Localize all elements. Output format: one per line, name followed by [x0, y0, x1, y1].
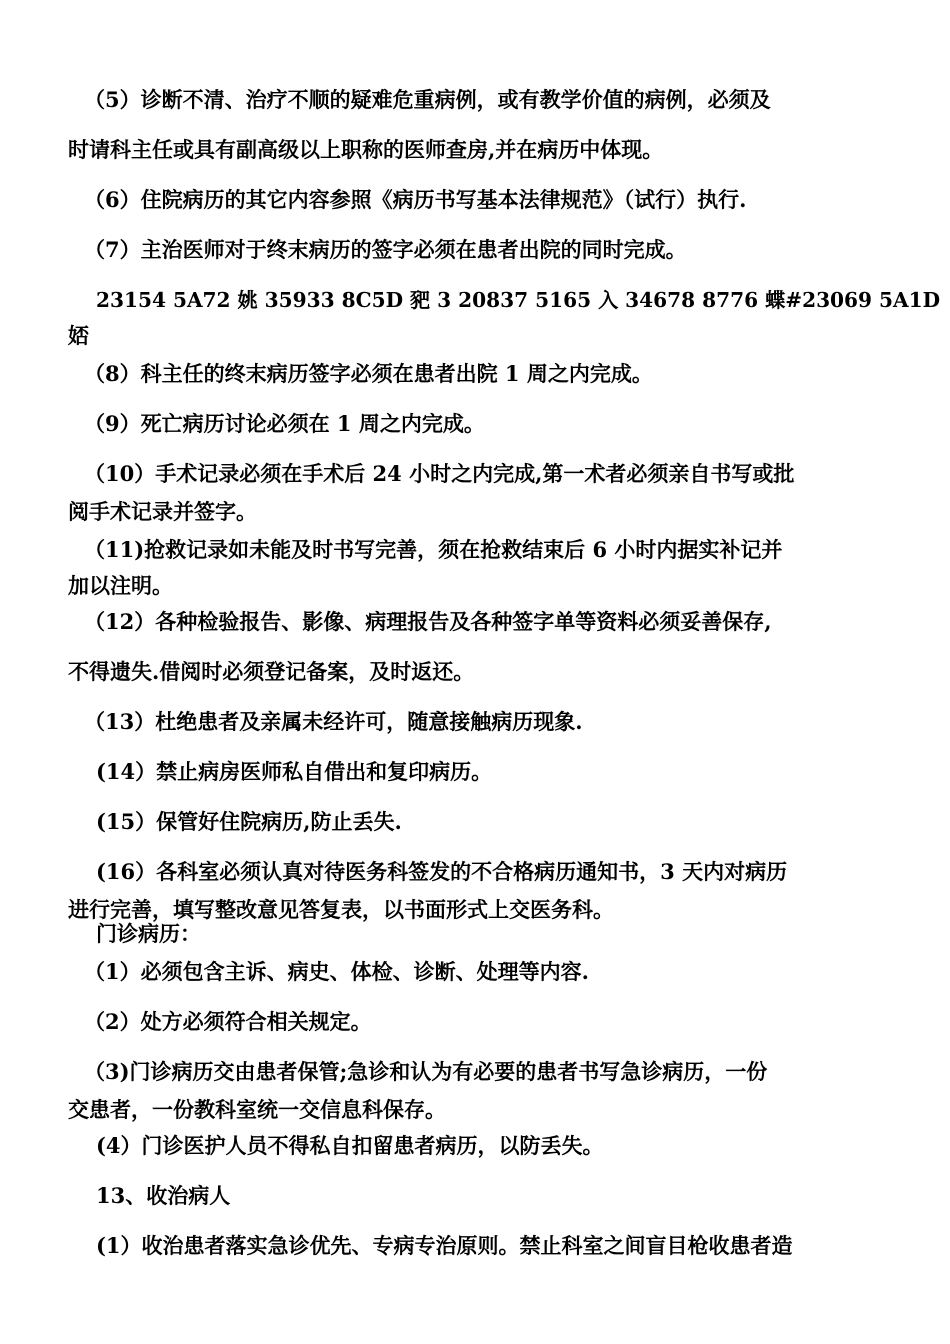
text-line: 加以注明。 — [68, 573, 173, 598]
text-line: （5）诊断不清、治疗不顺的疑难危重病例，或有教学价值的病例，必须及 — [84, 87, 771, 112]
text-line: （2）处方必须符合相关规定。 — [84, 1009, 372, 1034]
text-line: （8）科主任的终末病历签字必须在患者出院 1 周之内完成。 — [84, 361, 653, 386]
text-line: （9）死亡病历讨论必须在 1 周之内完成。 — [84, 411, 485, 436]
text-line: （13）杜绝患者及亲属未经许可，随意接触病历现象. — [84, 709, 583, 734]
section-heading: 13、收治病人 — [96, 1183, 231, 1208]
text-line: (15）保管好住院病历,防止丢失. — [96, 809, 402, 834]
text-line: 23154 5A72 姚 35933 8C5D 豝 3 20837 5165 入 34678 8776 蝶#23069 5A1D — [96, 288, 941, 312]
text-line: （11)抢救记录如未能及时书写完善，须在抢救结束后 6 小时内据实补记并 — [84, 537, 783, 562]
text-line: 时请科主任或具有副高级以上职称的医师查房,并在病历中体现。 — [68, 137, 664, 162]
text-line: （7）主治医师对于终末病历的签字必须在患者出院的同时完成。 — [84, 237, 687, 262]
text-line: (14）禁止病房医师私自借出和复印病历。 — [96, 759, 493, 784]
text-line: （10）手术记录必须在手术后 24 小时之内完成,第一术者必须亲自书写或批 — [84, 461, 795, 486]
text-line: 交患者，一份教科室统一交信息科保存。 — [68, 1097, 446, 1122]
text-line: 阅手术记录并签字。 — [68, 499, 257, 524]
text-line: (1）收治患者落实急诊优先、专病专治原则。禁止科室之间盲目枪收患者造 — [96, 1233, 793, 1258]
text-line: （12）各种检验报告、影像、病理报告及各种签字单等资料必须妥善保存, — [84, 609, 772, 634]
text-line: (4）门诊医护人员不得私自扣留患者病历，以防丢失。 — [96, 1133, 604, 1158]
text-line: （3)门诊病历交由患者保管;急诊和认为有必要的患者书写急诊病历，一份 — [84, 1059, 768, 1084]
text-line: （6）住院病历的其它内容参照《病历书写基本法律规范》（试行）执行. — [84, 187, 747, 212]
text-line: 进行完善，填写整改意见答复表，以书面形式上交医务科。 — [68, 897, 614, 922]
text-line: 娝 — [68, 323, 89, 348]
text-line: 不得遗失.借阅时必须登记备案，及时返还。 — [68, 659, 475, 684]
text-line: （1）必须包含主诉、病史、体检、诊断、处理等内容. — [84, 959, 589, 984]
text-line: (16）各科室必须认真对待医务科签发的不合格病历通知书，3 天内对病历 — [96, 859, 788, 884]
section-heading: 门诊病历： — [96, 921, 201, 946]
